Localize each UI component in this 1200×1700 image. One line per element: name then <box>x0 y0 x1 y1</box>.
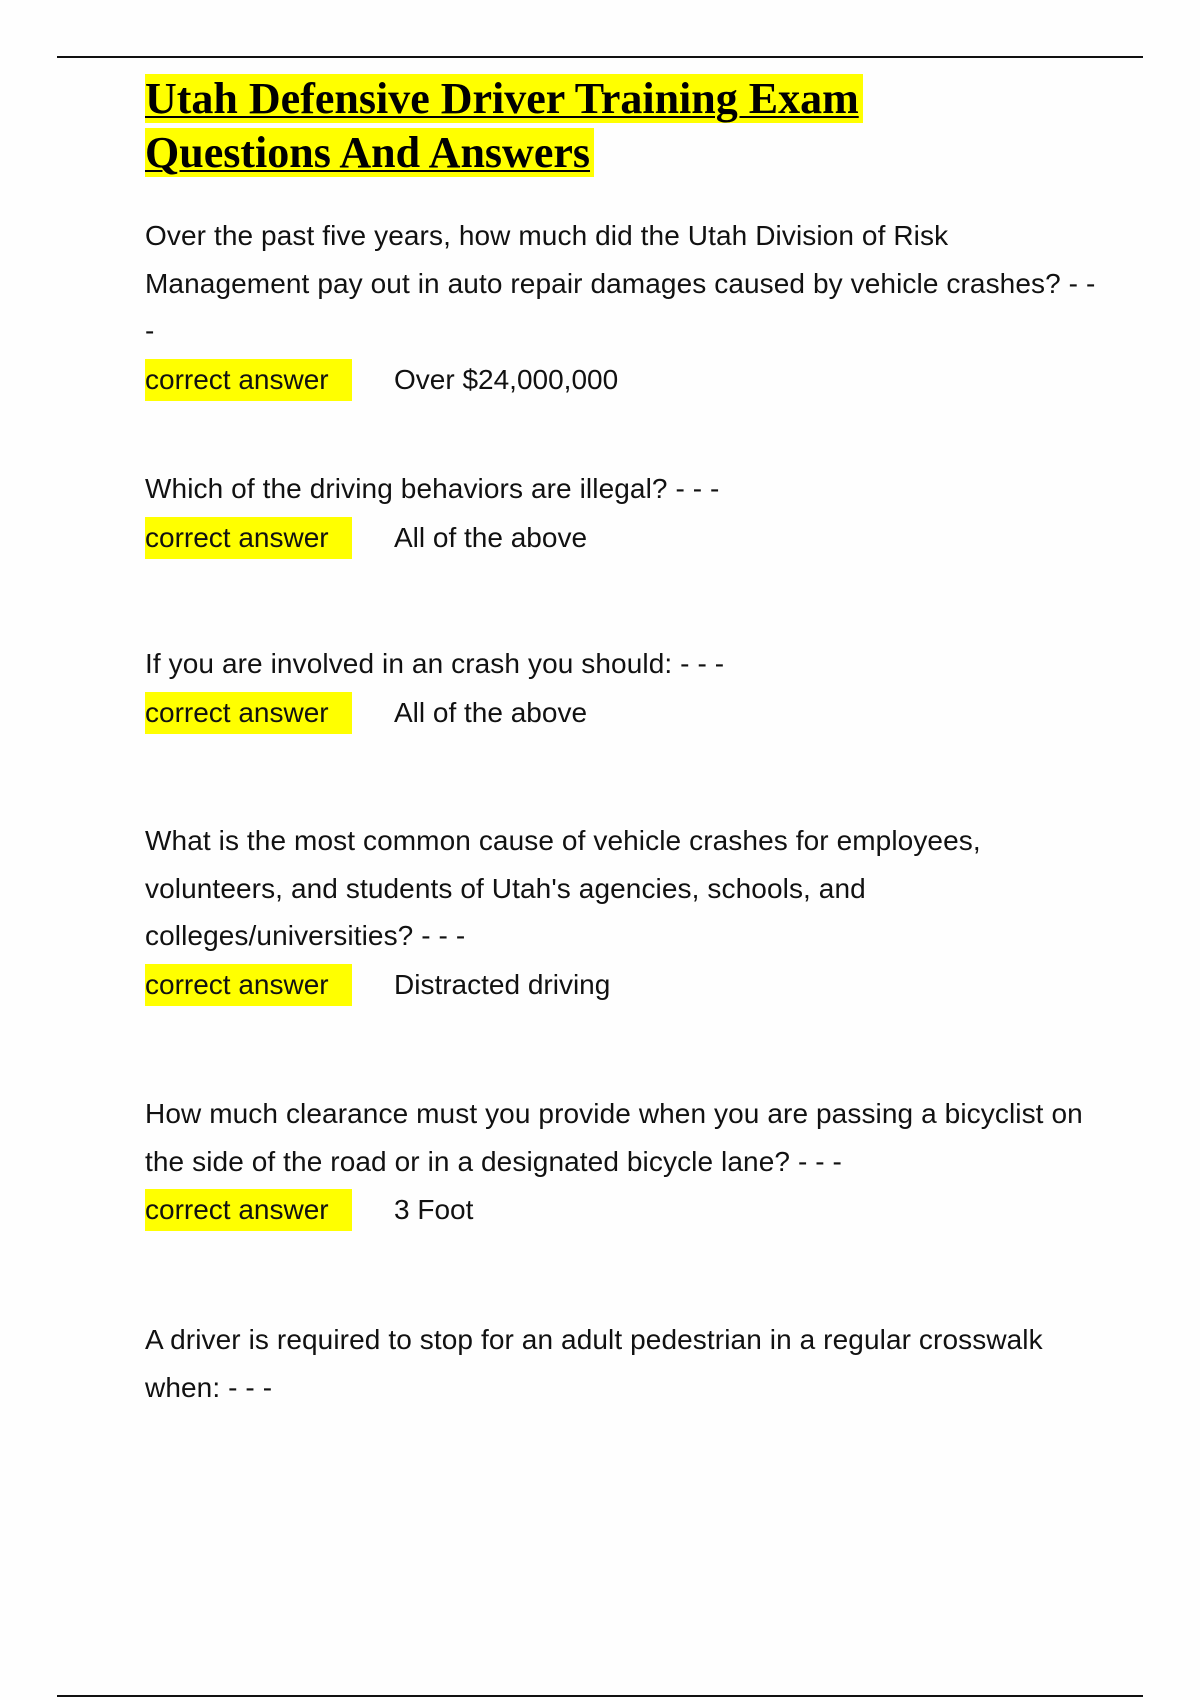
qa-item <box>145 212 1105 402</box>
answer-text: All of the above <box>394 696 588 728</box>
answer-text: 3 Foot <box>394 1194 474 1225</box>
qa-item <box>145 640 1105 735</box>
answer-text: Distracted driving <box>394 968 611 1000</box>
question-text: How much clearance must you provide when you are passing a bicyclist on the side of the road or in a designated bicycle lane? - - - <box>145 1098 1083 1177</box>
correct-answer-label: correct answer <box>145 692 352 734</box>
top-rule <box>57 56 1143 58</box>
question-text: A driver is required to stop for an adult pedestrian in a regular crosswalk when: - - - <box>145 1324 1043 1403</box>
answer-row <box>145 358 1105 402</box>
answer-row <box>145 516 1105 560</box>
question-text: Over the past five years, how much did the Utah Division of Risk Management pay out in auto repair damages caused by vehicle crashes? - - - <box>145 220 1096 346</box>
correct-answer-label: correct answer <box>145 964 352 1006</box>
answer-row <box>145 1188 1105 1232</box>
correct-answer-label: correct answer <box>145 359 352 401</box>
question-text: Which of the driving behaviors are illegal? - - - <box>145 473 720 504</box>
qa-item <box>145 1316 1105 1411</box>
answer-text: All of the above <box>394 521 588 553</box>
bottom-rule <box>57 1695 1143 1697</box>
document-content <box>145 72 1105 1403</box>
qa-item <box>145 465 1105 560</box>
qa-item <box>145 1090 1105 1232</box>
question-text: What is the most common cause of vehicle crashes for employees, volunteers, and students of Utah's agencies, schools, and colleges/universities? - - - <box>145 825 981 951</box>
correct-answer-label: correct answer <box>145 517 352 559</box>
title-line-1: Utah Defensive Driver Training Exam <box>145 74 863 123</box>
answer-row <box>145 963 1105 1007</box>
document-title <box>145 72 1105 180</box>
title-line-2: Questions And Answers <box>145 128 594 177</box>
answer-text: Over $24,000,000 <box>394 363 619 395</box>
answer-row <box>145 691 1105 735</box>
question-text: If you are involved in an crash you should: - - - <box>145 648 725 679</box>
correct-answer-label: correct answer <box>145 1189 352 1231</box>
qa-item <box>145 817 1105 1007</box>
